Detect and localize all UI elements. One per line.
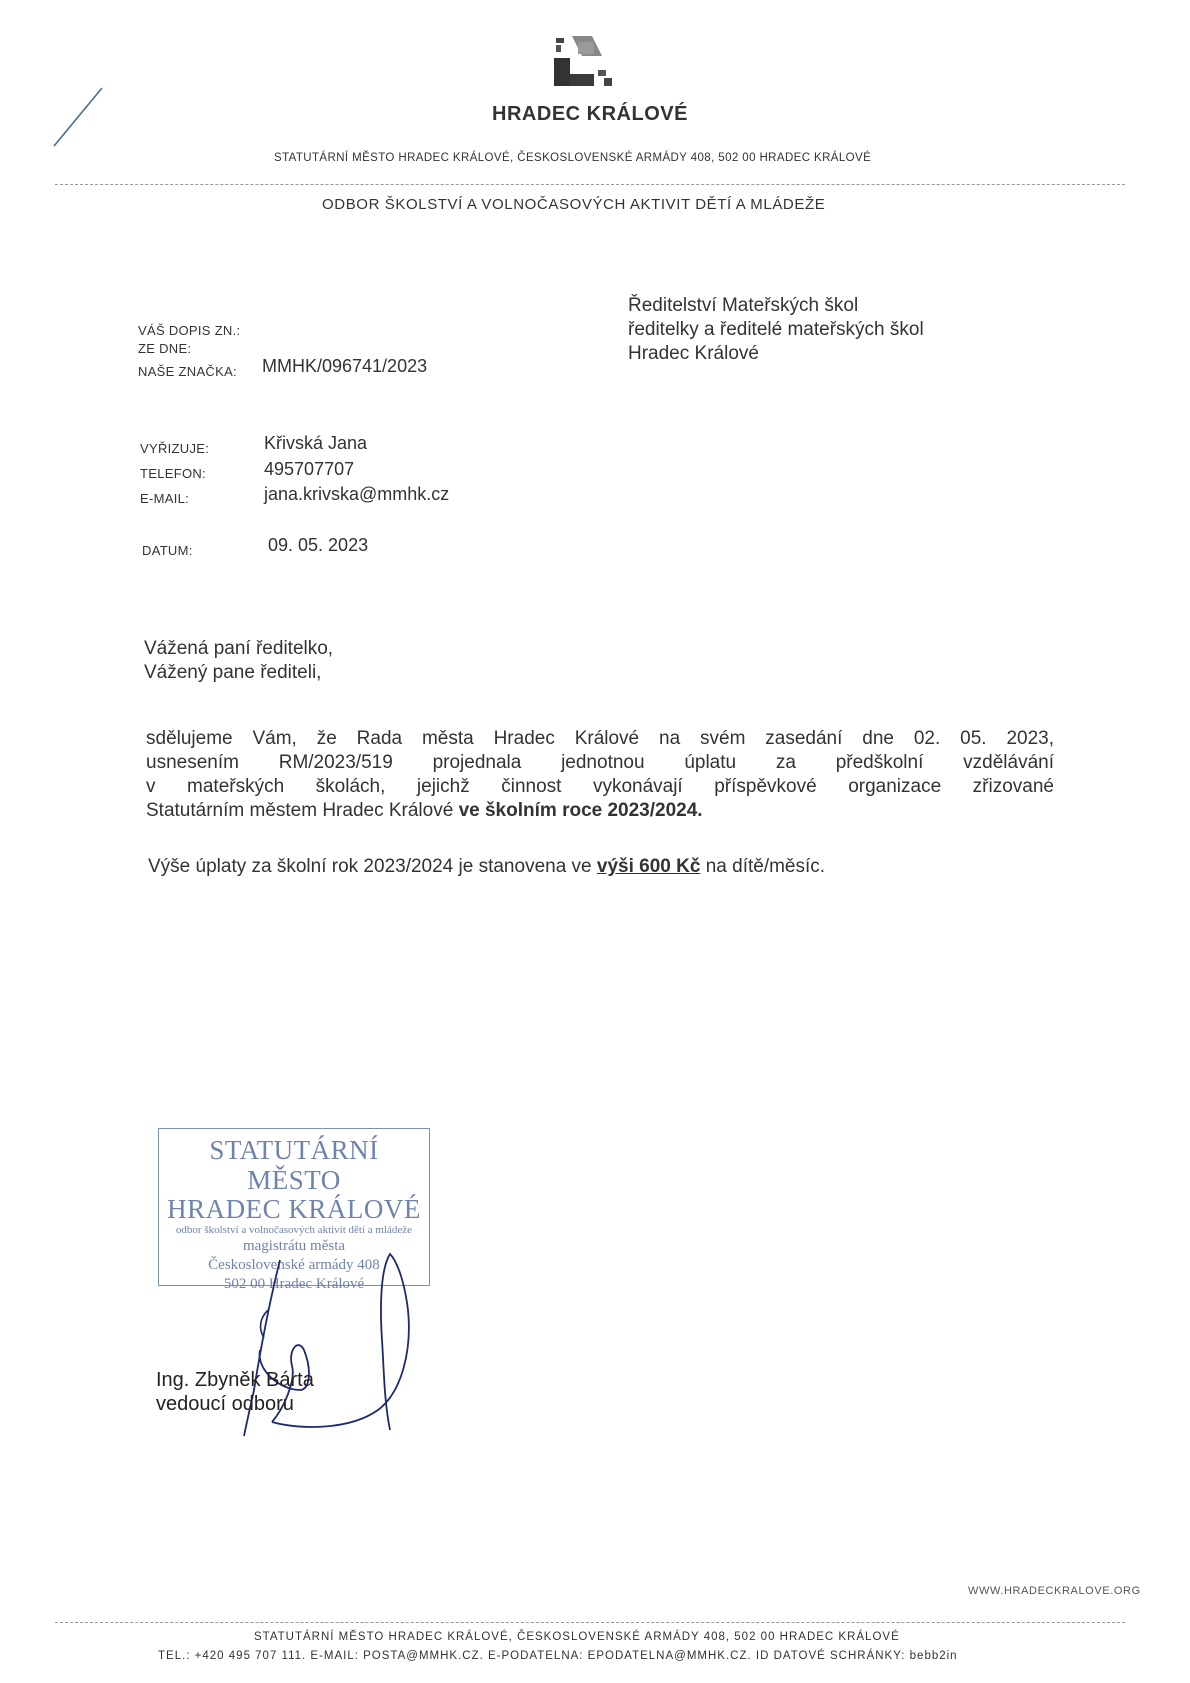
- salutation: [144, 637, 333, 685]
- stamp-line: Československé armády 408: [208, 1257, 380, 1273]
- letterhead-address: STATUTÁRNÍ MĚSTO HRADEC KRÁLOVÉ, ČESKOSLOVENSKÉ ARMÁDY 408, 502 00 HRADEC KRÁLOVÉ: [274, 152, 872, 164]
- body-paragraph-2: [148, 856, 825, 878]
- school-year-emphasis: ve školním roce 2023/2024.: [458, 800, 703, 821]
- handler-label: VYŘIZUJE:: [140, 441, 210, 456]
- pen-mark: [50, 84, 106, 150]
- signatory-name: Ing. Zbyněk Bárta: [156, 1369, 314, 1391]
- recipient-line: Ředitelství Mateřských škol: [628, 295, 859, 316]
- date-value: 09. 05. 2023: [268, 535, 369, 555]
- stamp-line: 502 00 Hradec Králové: [223, 1276, 365, 1292]
- body-line: sdělujeme Vám, že Rada města Hradec Králové na svém zasedání dne 02. 05. 2023,: [146, 728, 1054, 749]
- stamp-line: odbor školství a volnočasových aktivit dětí a mládeže: [175, 1224, 413, 1236]
- body-line: v mateřských školách, jejichž činnost vykonávají příspěvkové organizace zřizované: [146, 776, 1054, 797]
- hradec-kralove-logo-icon: [548, 34, 624, 96]
- footer-address: STATUTÁRNÍ MĚSTO HRADEC KRÁLOVÉ, ČESKOSLOVENSKÉ ARMÁDY 408, 502 00 HRADEC KRÁLOVÉ: [254, 1631, 900, 1643]
- stamp-line: magistrátu města: [242, 1238, 346, 1254]
- salutation-line: Vážený pane řediteli,: [144, 662, 322, 683]
- body-text: Statutárním městem Hradec Králové: [146, 800, 459, 821]
- recipient-line: Hradec Králové: [628, 343, 759, 364]
- body-paragraph-1: [146, 727, 1054, 823]
- phone-label: TELEFON:: [140, 466, 206, 481]
- body-line-last: [146, 799, 1054, 823]
- date-label: DATUM:: [142, 543, 193, 558]
- fee-amount: výši 600 Kč: [596, 856, 701, 877]
- handler-value: Křivská Jana: [264, 433, 368, 453]
- signatory-title: vedoucí odboru: [156, 1393, 294, 1415]
- body-text: Výše úplaty za školní rok 2023/2024 je stanovena ve: [148, 856, 597, 877]
- stamp-line: HRADEC KRÁLOVÉ: [167, 1194, 421, 1224]
- footer-rule: [55, 1622, 1125, 1623]
- signatory: [156, 1368, 314, 1416]
- salutation-line: Vážená paní ředitelko,: [144, 638, 334, 659]
- department-name: ODBOR ŠKOLSTVÍ A VOLNOČASOVÝCH AKTIVIT DĚTÍ A MLÁDEŽE: [322, 196, 826, 213]
- from-date-label: ZE DNE:: [138, 341, 192, 356]
- email-value: jana.krivska@mmhk.cz: [264, 484, 450, 504]
- recipient-line: ředitelky a ředitelé mateřských škol: [628, 319, 924, 340]
- body-line: usnesením RM/2023/519 projednala jednotnou úplatu za předškolní vzdělávání: [146, 752, 1054, 773]
- website: WWW.HRADECKRALOVE.ORG: [968, 1585, 1141, 1597]
- city-name: HRADEC KRÁLOVÉ: [492, 103, 688, 125]
- phone-value: 495707707: [264, 459, 355, 479]
- our-ref-label: NAŠE ZNAČKA:: [138, 364, 237, 379]
- footer-contacts: TEL.: +420 495 707 111. E-MAIL: POSTA@MMHK.CZ. E-PODATELNA: EPODATELNA@MMHK.CZ. ID DATOVÉ SCHRÁNKY: bebb2in: [158, 1650, 958, 1662]
- your-letter-label: VÁŠ DOPIS ZN.:: [138, 323, 241, 338]
- our-ref-value: MMHK/096741/2023: [262, 356, 428, 376]
- email-label: E-MAIL:: [140, 491, 190, 506]
- header-rule: [55, 184, 1125, 185]
- stamp-line: STATUTÁRNÍ MĚSTO: [209, 1135, 379, 1195]
- body-text: na dítě/měsíc.: [700, 856, 826, 877]
- recipient-address: [628, 294, 924, 366]
